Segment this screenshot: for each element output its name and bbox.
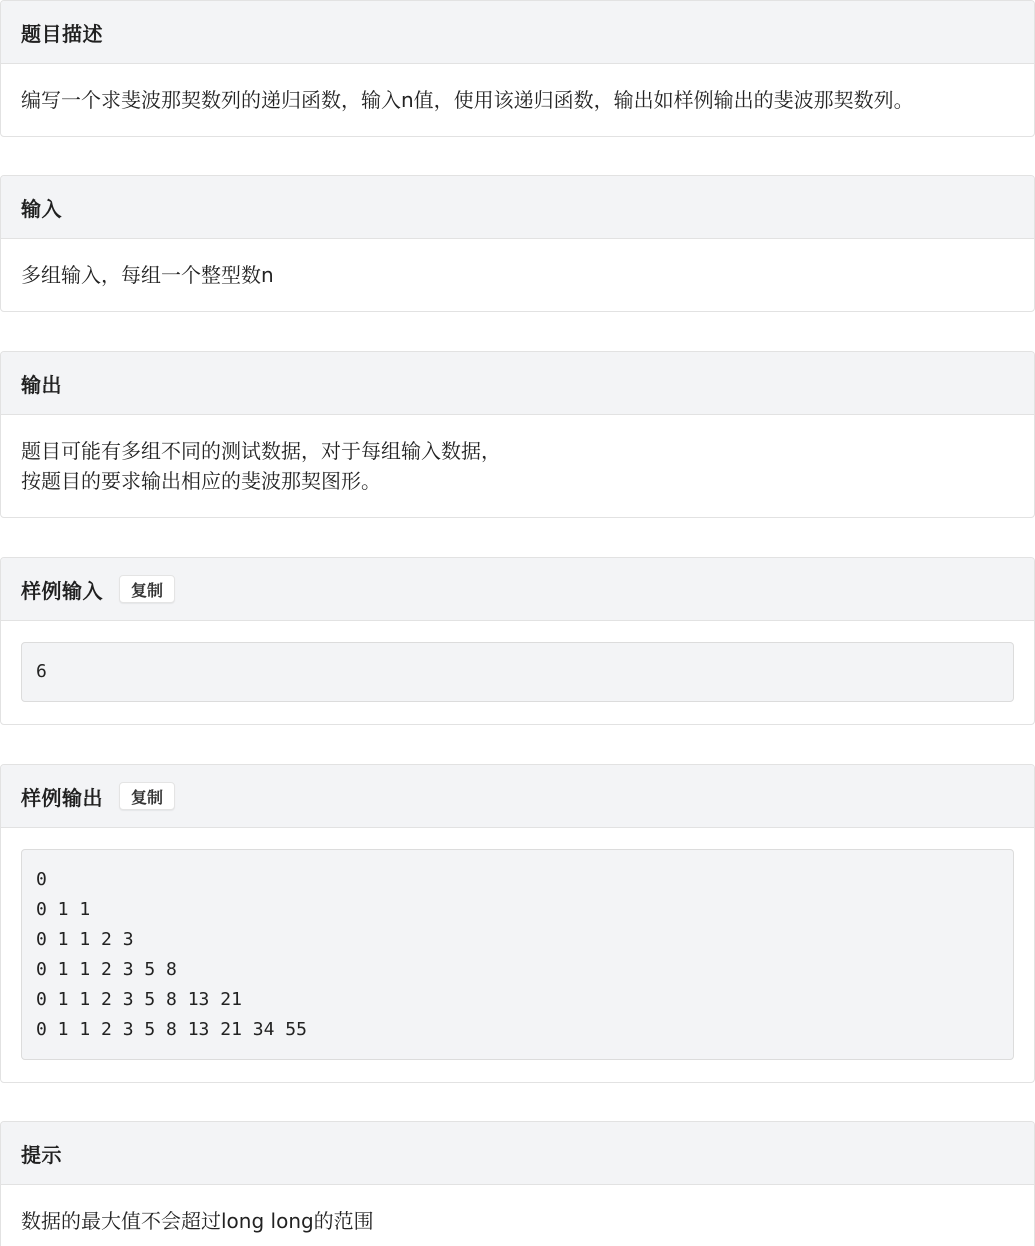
output-body — [1, 415, 1034, 496]
description-body — [1, 64, 1034, 115]
hint-body — [1, 1185, 1034, 1236]
copy-sample-input-button[interactable]: 复制 — [119, 575, 175, 603]
sample-input-body — [1, 642, 1034, 702]
hint-header — [1, 1122, 1034, 1185]
hint-text: 数据的最大值不会超过long long的范围 — [21, 1209, 374, 1233]
input-card — [0, 175, 1035, 312]
sample-input-line: 6 — [36, 661, 47, 682]
sample-output-line: 0 1 1 — [36, 899, 91, 920]
sample-output-code — [21, 849, 1014, 1060]
sample-output-line: 0 1 1 2 3 5 8 13 21 — [36, 989, 242, 1010]
description-text: 编写一个求斐波那契数列的递归函数，输入n值，使用该递归函数，输出如样例输出的斐波那契数列。 — [21, 88, 914, 112]
sample-output-card — [0, 764, 1035, 1083]
description-title: 题目描述 — [21, 21, 103, 46]
input-body — [1, 239, 1034, 290]
sample-output-line: 0 — [36, 869, 47, 890]
sample-output-line: 0 1 1 2 3 5 8 13 21 34 55 — [36, 1019, 307, 1040]
sample-input-header — [1, 558, 1034, 621]
sample-input-card — [0, 557, 1035, 725]
sample-output-header — [1, 765, 1034, 828]
input-text: 多组输入，每组一个整型数n — [21, 263, 274, 287]
output-title: 输出 — [21, 372, 62, 397]
output-header — [1, 352, 1034, 415]
input-title: 输入 — [21, 196, 62, 221]
sample-output-title: 样例输出 — [21, 785, 103, 810]
sample-output-line: 0 1 1 2 3 — [36, 929, 134, 950]
input-header — [1, 176, 1034, 239]
sample-input-title: 样例输入 — [21, 578, 103, 603]
description-card — [0, 0, 1035, 137]
hint-card — [0, 1121, 1035, 1246]
hint-title: 提示 — [21, 1142, 62, 1167]
sample-input-code — [21, 642, 1014, 702]
output-card — [0, 351, 1035, 518]
sample-output-line: 0 1 1 2 3 5 8 — [36, 959, 177, 980]
output-text-line: 题目可能有多组不同的测试数据，对于每组输入数据， — [21, 439, 501, 463]
copy-sample-output-button[interactable]: 复制 — [119, 782, 175, 810]
description-header — [1, 1, 1034, 64]
output-text-line: 按题目的要求输出相应的斐波那契图形。 — [21, 469, 381, 493]
sample-output-body — [1, 849, 1034, 1060]
